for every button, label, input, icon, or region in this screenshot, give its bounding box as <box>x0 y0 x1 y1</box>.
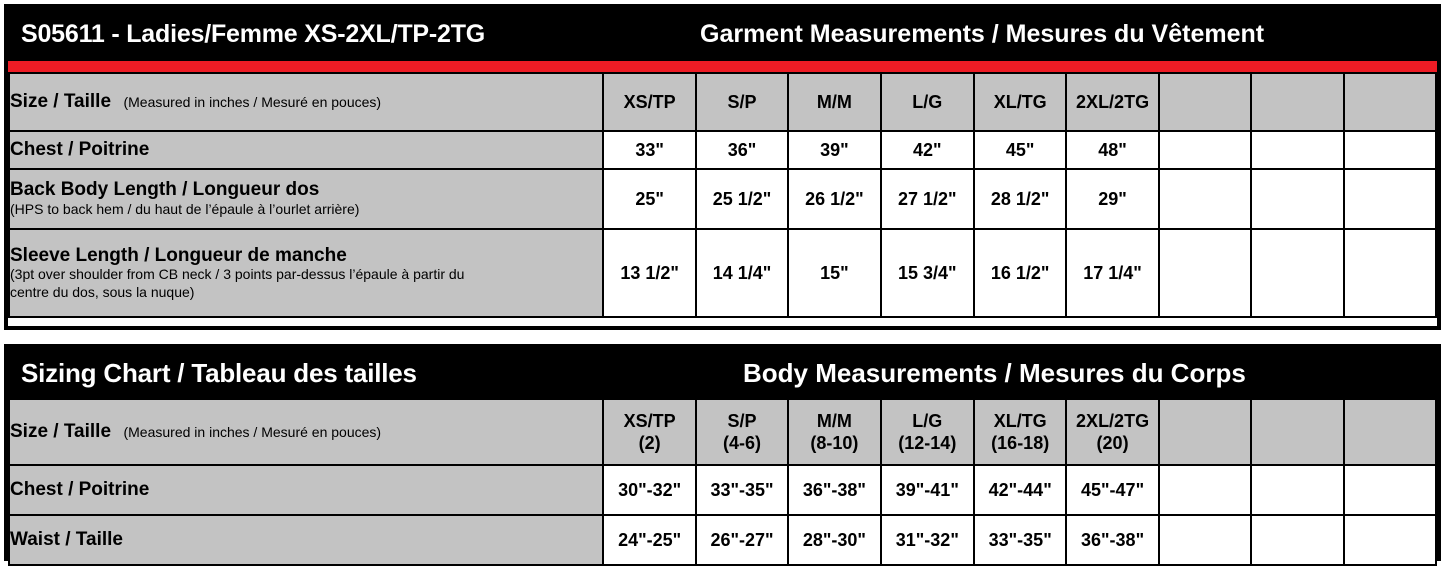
body-col-m: M/M (8-10) <box>788 399 880 465</box>
body-blank-cell <box>1159 465 1251 515</box>
garment-value-bbl-2xl: 29" <box>1066 169 1158 229</box>
garment-measurements-heading: Garment Measurements / Mesures du Vêtement <box>700 20 1265 48</box>
garment-blank-cell <box>1344 169 1437 229</box>
body-value-chest-2xl: 45"-47" <box>1066 465 1158 515</box>
body-blank-cell <box>1344 465 1437 515</box>
garment-blank-cell <box>1251 131 1343 169</box>
body-value-chest-l: 39"-41" <box>881 465 974 515</box>
garment-value-sleeve-m: 15" <box>788 229 880 317</box>
garment-col-blank-3 <box>1344 73 1437 131</box>
garment-col-xl: XL/TG <box>974 73 1066 131</box>
garment-blank-cell <box>1344 229 1437 317</box>
garment-col-l: L/G <box>881 73 974 131</box>
garment-col-2xl: 2XL/2TG <box>1066 73 1158 131</box>
sizing-title-bar <box>8 348 1437 398</box>
body-size-sublabel: (Measured in inches / Mesuré en pouces) <box>123 424 382 440</box>
table-row <box>9 515 1436 565</box>
body-value-chest-s: 33"-35" <box>696 465 788 515</box>
garment-value-chest-xl: 45" <box>974 131 1066 169</box>
garment-blank-cell <box>1344 131 1437 169</box>
body-value-waist-s: 26"-27" <box>696 515 788 565</box>
table-row <box>9 131 1436 169</box>
table-row <box>9 229 1436 317</box>
garment-value-sleeve-xl: 16 1/2" <box>974 229 1066 317</box>
table-row <box>9 465 1436 515</box>
body-col-xl: XL/TG (16-18) <box>974 399 1066 465</box>
body-value-chest-xs: 30"-32" <box>603 465 695 515</box>
body-col-blank-3 <box>1344 399 1437 465</box>
garment-value-chest-s: 36" <box>696 131 788 169</box>
body-measurements-heading: Body Measurements / Mesures du Corps <box>743 357 1246 388</box>
body-col-blank-2 <box>1251 399 1343 465</box>
garment-value-chest-l: 42" <box>881 131 974 169</box>
garment-value-bbl-s: 25 1/2" <box>696 169 788 229</box>
garment-title-bar <box>8 8 1437 61</box>
body-blank-cell <box>1344 515 1437 565</box>
body-col-l: L/G (12-14) <box>881 399 974 465</box>
garment-measurements-table <box>8 72 1437 318</box>
sizing-chart-title: Sizing Chart / Tableau des tailles <box>21 357 417 388</box>
garment-value-sleeve-2xl: 17 1/4" <box>1066 229 1158 317</box>
garment-blank-cell <box>1251 229 1343 317</box>
body-blank-cell <box>1251 465 1343 515</box>
garment-blank-cell <box>1159 229 1251 317</box>
garment-row-label-chest: Chest / Poitrine <box>9 131 603 169</box>
garment-value-bbl-l: 27 1/2" <box>881 169 974 229</box>
garment-col-m: M/M <box>788 73 880 131</box>
body-blank-cell <box>1251 515 1343 565</box>
garment-blank-cell <box>1159 169 1251 229</box>
garment-value-bbl-xl: 28 1/2" <box>974 169 1066 229</box>
garment-col-xs: XS/TP <box>603 73 695 131</box>
garment-row-label-sleeve-length: Sleeve Length / Longueur de manche (3pt over shoulder from CB neck / 3 points par-dessus l’épaule à partir du centre du dos, sous la nuque) <box>9 229 603 317</box>
garment-style-title: S05611 - Ladies/Femme XS-2XL/TP-2TG <box>21 20 486 48</box>
body-size-label: Size / Taille <box>10 421 112 442</box>
garment-size-label: Size / Taille <box>10 91 112 112</box>
body-value-waist-xs: 24"-25" <box>603 515 695 565</box>
garment-header-row <box>9 73 1436 131</box>
garment-value-chest-xs: 33" <box>603 131 695 169</box>
garment-measurements-section <box>4 4 1441 330</box>
sizing-chart-section <box>4 344 1441 561</box>
garment-col-blank-1 <box>1159 73 1251 131</box>
red-accent-bar <box>8 61 1437 72</box>
garment-value-sleeve-l: 15 3/4" <box>881 229 974 317</box>
garment-value-sleeve-xs: 13 1/2" <box>603 229 695 317</box>
garment-value-chest-2xl: 48" <box>1066 131 1158 169</box>
body-col-2xl: 2XL/2TG (20) <box>1066 399 1158 465</box>
body-row-label-chest: Chest / Poitrine <box>9 465 603 515</box>
garment-value-chest-m: 39" <box>788 131 880 169</box>
table-row <box>9 169 1436 229</box>
garment-value-bbl-xs: 25" <box>603 169 695 229</box>
garment-col-s: S/P <box>696 73 788 131</box>
body-row-label-waist: Waist / Taille <box>9 515 603 565</box>
garment-col-blank-2 <box>1251 73 1343 131</box>
body-value-waist-2xl: 36"-38" <box>1066 515 1158 565</box>
garment-row-label-back-body-length: Back Body Length / Longueur dos (HPS to back hem / du haut de l’épaule à l’ourlet arrière) <box>9 169 603 229</box>
garment-blank-cell <box>1159 131 1251 169</box>
garment-size-label-cell <box>9 73 603 131</box>
body-col-xs: XS/TP (2) <box>603 399 695 465</box>
body-blank-cell <box>1159 515 1251 565</box>
body-value-chest-m: 36"-38" <box>788 465 880 515</box>
body-header-row <box>9 399 1436 465</box>
body-col-blank-1 <box>1159 399 1251 465</box>
body-value-waist-xl: 33"-35" <box>974 515 1066 565</box>
body-value-waist-l: 31"-32" <box>881 515 974 565</box>
body-size-label-cell <box>9 399 603 465</box>
garment-blank-cell <box>1251 169 1343 229</box>
body-value-waist-m: 28"-30" <box>788 515 880 565</box>
garment-value-sleeve-s: 14 1/4" <box>696 229 788 317</box>
body-value-chest-xl: 42"-44" <box>974 465 1066 515</box>
garment-value-bbl-m: 26 1/2" <box>788 169 880 229</box>
body-col-s: S/P (4-6) <box>696 399 788 465</box>
garment-size-sublabel: (Measured in inches / Mesuré en pouces) <box>123 94 382 110</box>
body-measurements-table <box>8 398 1437 566</box>
